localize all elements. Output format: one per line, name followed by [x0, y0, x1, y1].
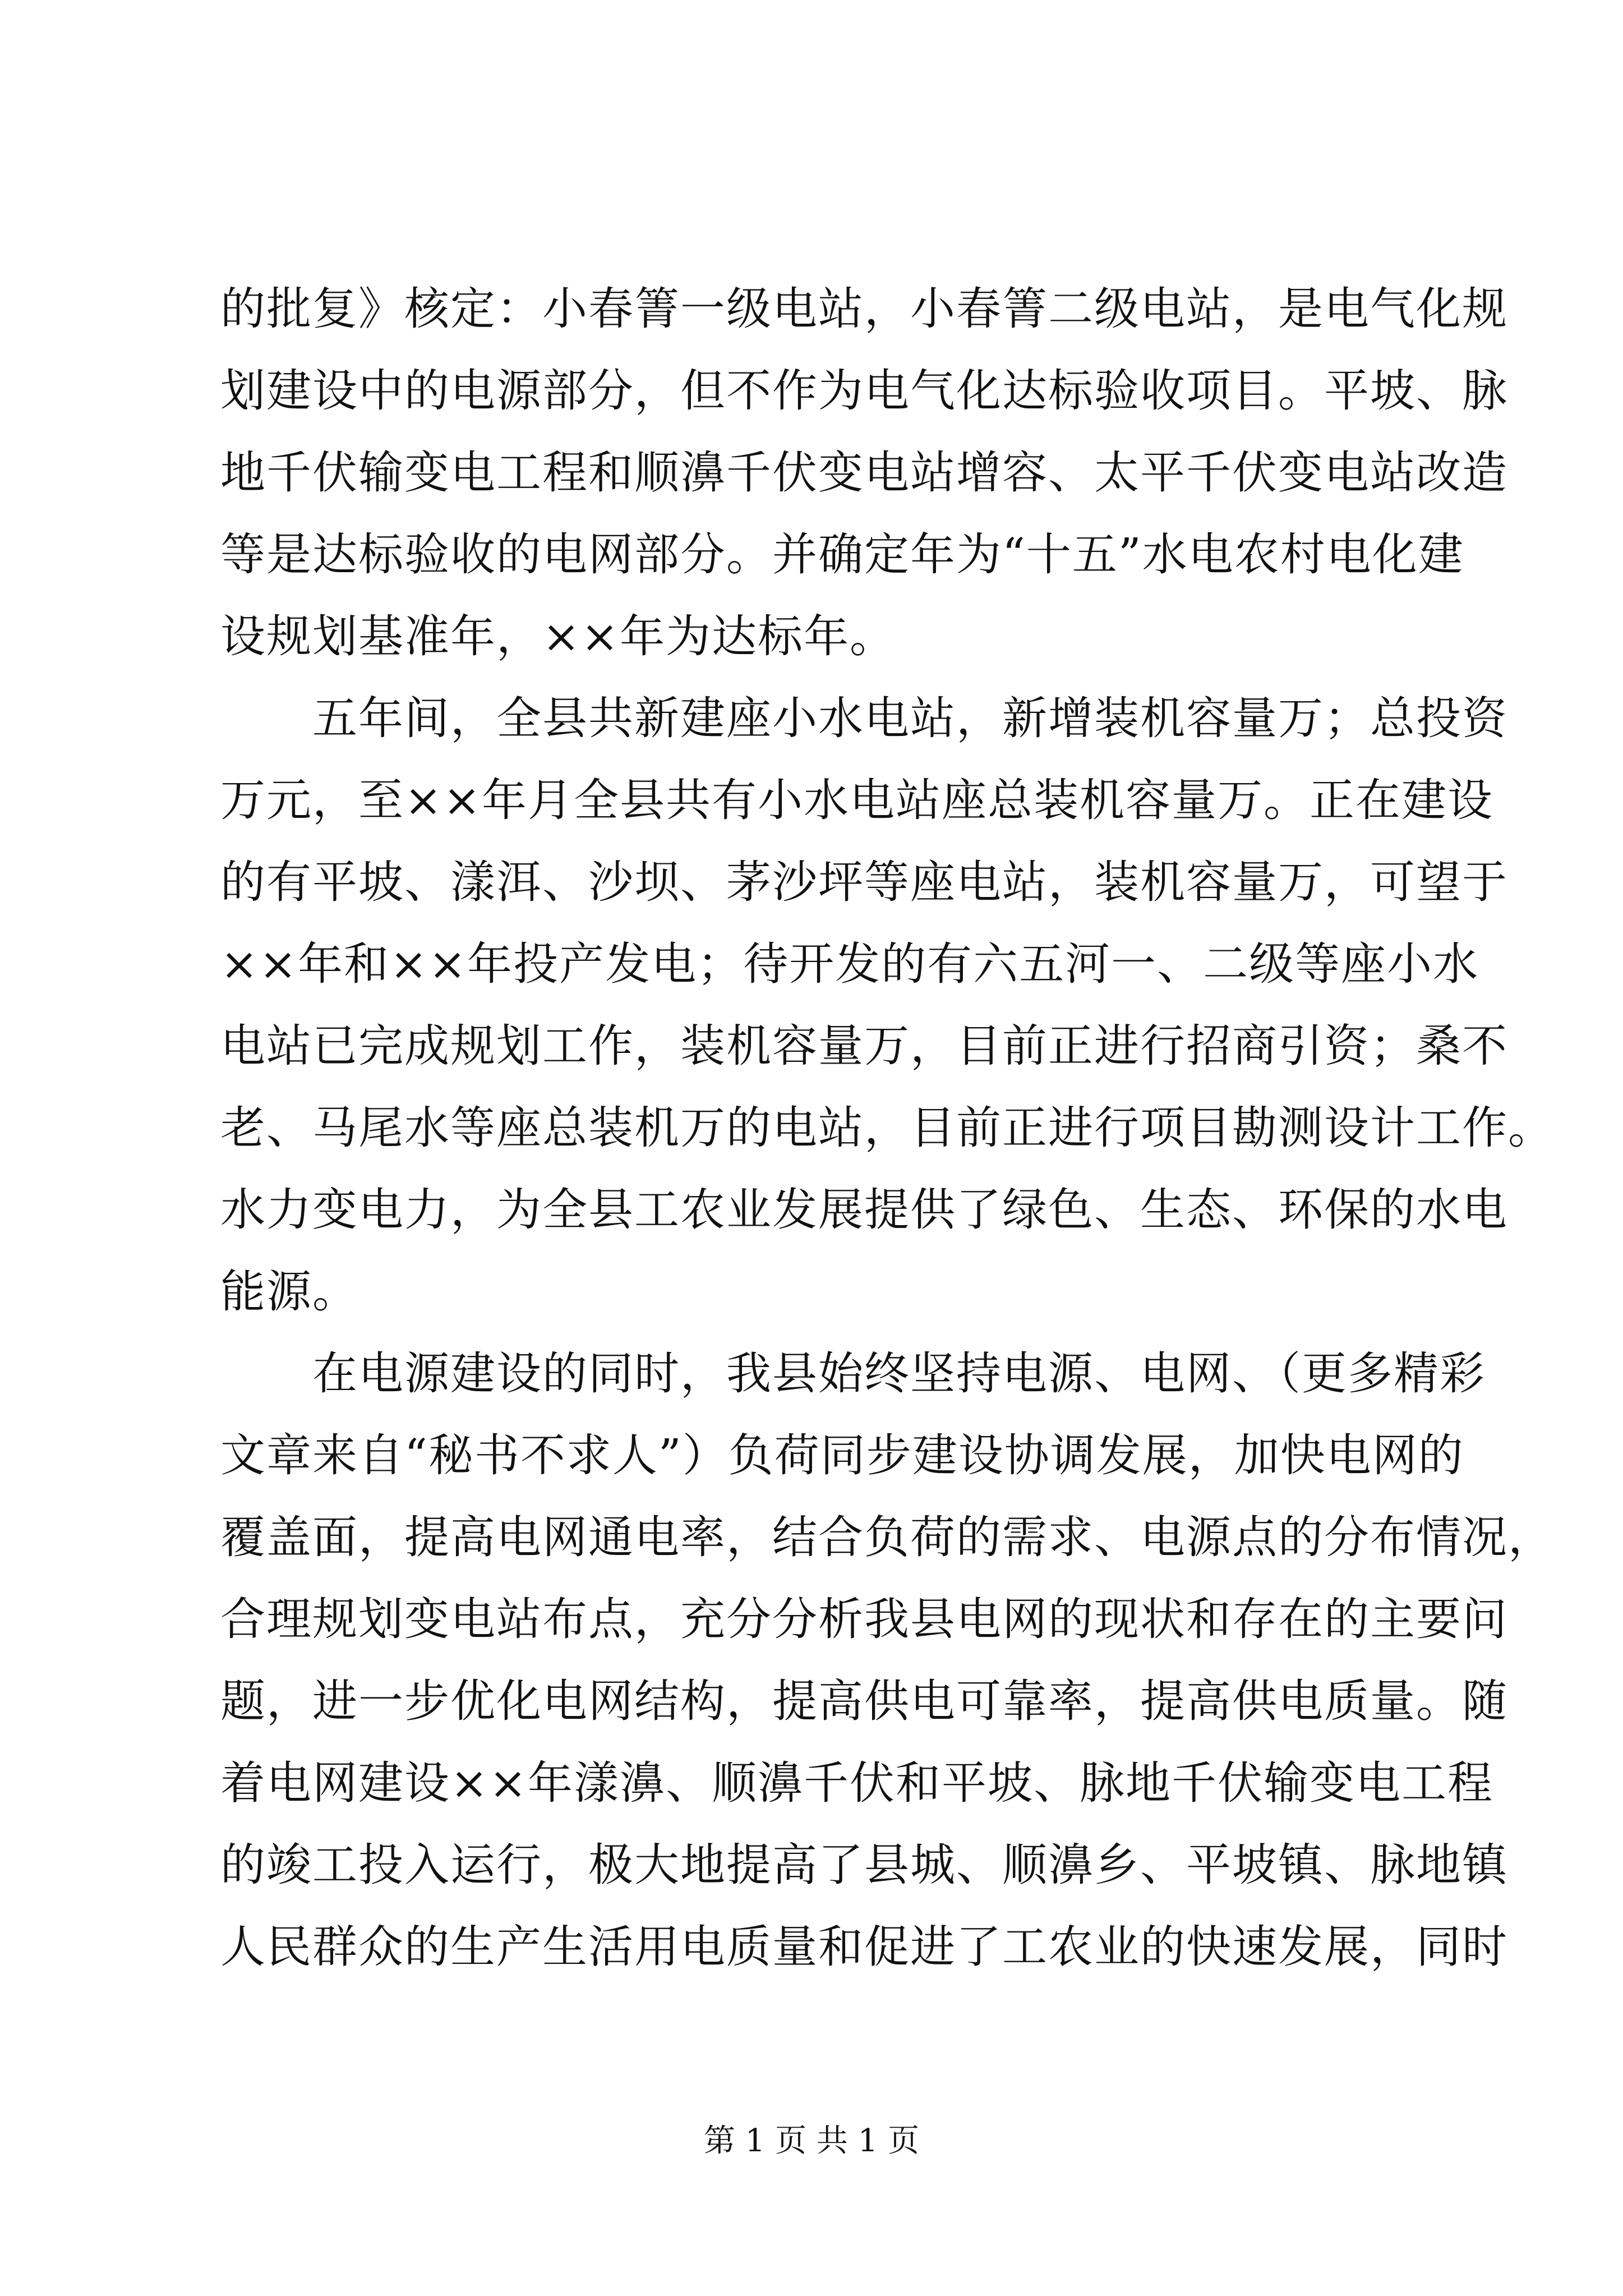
paragraph-1 — [220, 268, 1508, 678]
text-line: 电站已完成规划工作，装机容量万，目前正进行招商引资；桑不 — [220, 1020, 1508, 1072]
text-line: 着电网建设××年漾濞、顺濞千伏和平坡、脉地千伏输变电工程 — [220, 1757, 1494, 1809]
text-line: 水力变电力，为全县工农业发展提供了绿色、生态、环保的水电 — [220, 1184, 1508, 1236]
text-line: 文章来自“秘书不求人”）负荷同步建设协调发展，加快电网的 — [220, 1429, 1464, 1481]
page-footer — [0, 2116, 1623, 2161]
text-line: 人民群众的生产生活用电质量和促进了工农业的快速发展，同时 — [220, 1921, 1508, 1973]
text-line: 等是达标验收的电网部分。并确定年为“十五”水电农村电化建 — [220, 528, 1464, 581]
text-line: 能源。 — [220, 1266, 358, 1318]
page-number-label: 第 1 页 共 1 页 — [703, 2123, 920, 2159]
text-line: 老、马尾水等座总装机万的电站，目前正进行项目勘测设计工作。 — [220, 1102, 1554, 1154]
paragraph-2 — [220, 678, 1554, 1333]
text-line: ××年和××年投产发电；待开发的有六五河一、二级等座小水 — [220, 938, 1479, 990]
text-line: 的有平坡、漾洱、沙坝、茅沙坪等座电站，装机容量万，可望于 — [220, 856, 1508, 908]
text-line: 覆盖面，提高电网通电率，结合负荷的需求、电源点的分布情况， — [220, 1511, 1554, 1563]
text-line: 设规划基准年，××年为达标年。 — [220, 610, 896, 662]
text-line: 的批复》核定：小春箐一级电站，小春箐二级电站，是电气化规 — [220, 283, 1508, 335]
text-line: 万元，至××年月全县共有小水电站座总装机容量万。正在建设 — [220, 774, 1494, 826]
text-line: 五年间，全县共新建座小水电站，新增装机容量万；总投资 — [312, 692, 1508, 744]
text-line: 的竣工投入运行，极大地提高了县城、顺濞乡、平坡镇、脉地镇 — [220, 1839, 1508, 1891]
text-line: 题，进一步优化电网结构，提高供电可靠率，提高供电质量。随 — [220, 1675, 1508, 1727]
text-line: 合理规划变电站布点，充分分析我县电网的现状和存在的主要问 — [220, 1593, 1508, 1645]
text-line: 地千伏输变电工程和顺濞千伏变电站增容、太平千伏变电站改造 — [220, 447, 1508, 499]
text-line: 划建设中的电源部分，但不作为电气化达标验收项目。平坡、脉 — [220, 365, 1508, 417]
text-line: 在电源建设的同时，我县始终坚持电源、电网、（更多精彩 — [312, 1347, 1486, 1400]
paragraph-3 — [220, 1333, 1554, 1988]
body-text — [220, 268, 1554, 1988]
